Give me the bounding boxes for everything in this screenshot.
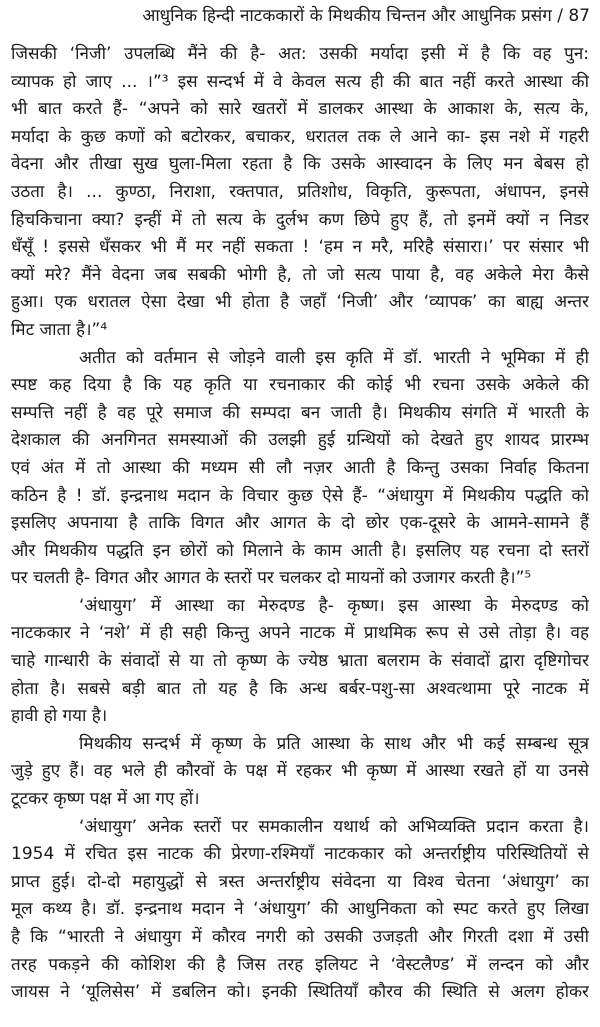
paragraph-start: अतीत को वर्तमान से जोड़ने वाली इस कृति में डॉ. भारती ने भूमिका में ही <box>79 347 589 368</box>
paragraph-start: ‘अंधायुग’ अनेक स्तरों पर समकालीन यथार्थ को अभिव्यक्ति प्रदान करता है। <box>79 816 589 837</box>
text-line: वेदना और तीखा सुख घुला-मिला रहता है कि उसके आस्वादन के लिए मन बेबस हो <box>11 154 589 175</box>
text-line: पर चलती है- विगत और आगत के स्तरों पर चलकर दो मायनों को उजागर करती है।”⁵ <box>11 568 532 589</box>
text-line: सम्पत्ति नहीं है वह पूरे समाज की सम्पदा बन जाती है। मिथकीय संगति में भारती के <box>11 402 589 423</box>
text-line: मूल कथ्य है। डॉ. इन्द्रनाथ मदान ने ‘अंधायुग’ की आधुनिकता को स्पट करते हुए लिखा <box>11 899 589 920</box>
page-number: / 87 <box>557 6 590 26</box>
text-line: क्यों मरे? मैंने वेदना जब सबकी भोगी है, तो जो सत्य पाया है, वह अकेले मेरा कैसे <box>11 264 589 285</box>
running-header <box>60 4 590 28</box>
text-line: टूटकर कृष्ण पक्ष में आ गए हों। <box>11 789 200 810</box>
text-line: जायस ने ‘यूलिसेस’ में डबलिन को। इनकी स्थितियाँ कौरव की स्थिति से अलग होकर <box>11 982 589 1003</box>
paragraph-start: मिथकीय सन्दर्भ में कृष्ण के प्रति आस्था के साथ और भी कई सम्बन्ध सूत्र <box>79 733 589 754</box>
text-line: जुड़े हुए हैं। वह भले ही कौरवों के पक्ष में रहकर भी कृष्ण में आस्था रखते हों या उनसे <box>11 761 589 782</box>
text-line: चाहे गान्धारी के संवादों से या तो कृष्ण के ज्येष्ठ भ्राता बलराम के संवादों द्वारा दृष्टिगोचर <box>11 651 589 672</box>
text-line: भी बात करते हैं- “अपने को सारे खतरों में डालकर आस्था के आकाश के, सत्य के, <box>11 99 589 120</box>
text-line: कठिन है ! डॉ. इन्द्रनाथ मदान के विचार कुछ ऐसे हैं- “अंधायुग में मिथकीय पद्धति को <box>11 485 589 506</box>
text-line: व्यापक हो जाए ... ।”³ इस सन्दर्भ में वे केवल सत्य ही की बात नहीं करते आस्था की <box>11 71 589 92</box>
text-line: जिसकी ‘निजी’ उपलब्धि मैंने की है- अत: उसकी मर्यादा इसी में है कि वह पुन: <box>11 44 589 64</box>
text-line: इसलिए अपनाया है ताकि विगत और आगत के दो छोर एक-दूसरे के आमने-सामने हैं <box>11 513 589 534</box>
text-line: मिट जाता है।”⁴ <box>11 319 108 340</box>
text-line: 1954 में रचित इस नाटक की प्रेरणा-रश्मियाँ नाटककार को अन्तर्राष्ट्रीय परिस्थितियों से <box>11 844 589 865</box>
text-line: और मिथकीय पद्धति इन छोरों को मिलाने के काम आती है। इसलिए यह रचना दो स्तरों <box>11 540 589 561</box>
page-body <box>11 41 589 1007</box>
text-line: है कि “भारती ने अंधायुग में कौरव नगरी को उसकी उजड़ती और गिरती दशा में उसी <box>11 927 589 947</box>
header-title: आधुनिक हिन्दी नाटककारों के मिथकीय चिन्तन और आधुनिक प्रसंग <box>142 6 552 26</box>
text-line: हिचकिचाना क्या? इन्हीं में तो सत्य के दुर्लभ कण छिपे हुए हैं, तो इनमें क्यों न निडर <box>11 209 589 230</box>
text-line: एवं अंत में तो आस्था की मध्यम सी लौ नज़र आती है किन्तु उसका निर्वाह कितना <box>11 457 589 478</box>
text-line: धँसूँ ! इससे धँसकर भी मैं मर नहीं सकता ! ‘हम न मरै, मरिहै संसारा।’ पर संसार भी <box>11 237 589 258</box>
paragraph-start: ‘अंधायुग’ में आस्था का मेरुदण्ड है- कृष्ण। इस आस्था के मेरुदण्ड को <box>79 595 589 616</box>
text-line: देशकाल की अनगिनत समस्याओं की उलझी हुई ग्रन्थियों को देखते हुए शायद प्रारम्भ <box>11 430 589 451</box>
text-line: नाटककार ने ‘नशे’ में ही सही किन्तु अपने नाटक में प्राथमिक रूप से उसे तोड़ा है। वह <box>11 623 589 644</box>
text-line: मर्यादा के कुछ कणों को बटोरकर, बचाकर, धरातल तक ले आने का- इस नशे में गहरी <box>11 126 589 147</box>
text-line: स्पष्ट कह दिया है कि यह कृति या रचनाकार की कोई भी रचना उसके अकेले की <box>11 375 589 396</box>
text-line: उठता है। ... कुण्ठा, निराशा, रक्तपात, प्रतिशोध, विकृति, कुरूपता, अंधापन, इनसे <box>11 181 589 202</box>
text-line: प्राप्त हुई। दो-दो महायुद्धों से त्रस्त अन्तर्राष्ट्रीय संवेदना या विश्व चेतना ‘अंधायुग’ का <box>11 871 589 892</box>
text-line: हुआ। एक धरातल ऐसा देखा भी होता है जहाँ ‘निजी’ और ‘व्यापक’ का बाह्य अन्तर <box>11 292 589 313</box>
text-line: तरह पकड़ने की कोशिश की है जिस तरह इलियट ने ‘वेस्टलैण्ड’ में लन्दन को और <box>11 954 589 975</box>
text-line: हावी हो गया है। <box>11 706 108 727</box>
text-line: होता है। सबसे बड़ी बात तो यह है कि अन्ध बर्बर-पशु-सा अश्वत्थामा पूरे नाटक में <box>11 678 589 699</box>
